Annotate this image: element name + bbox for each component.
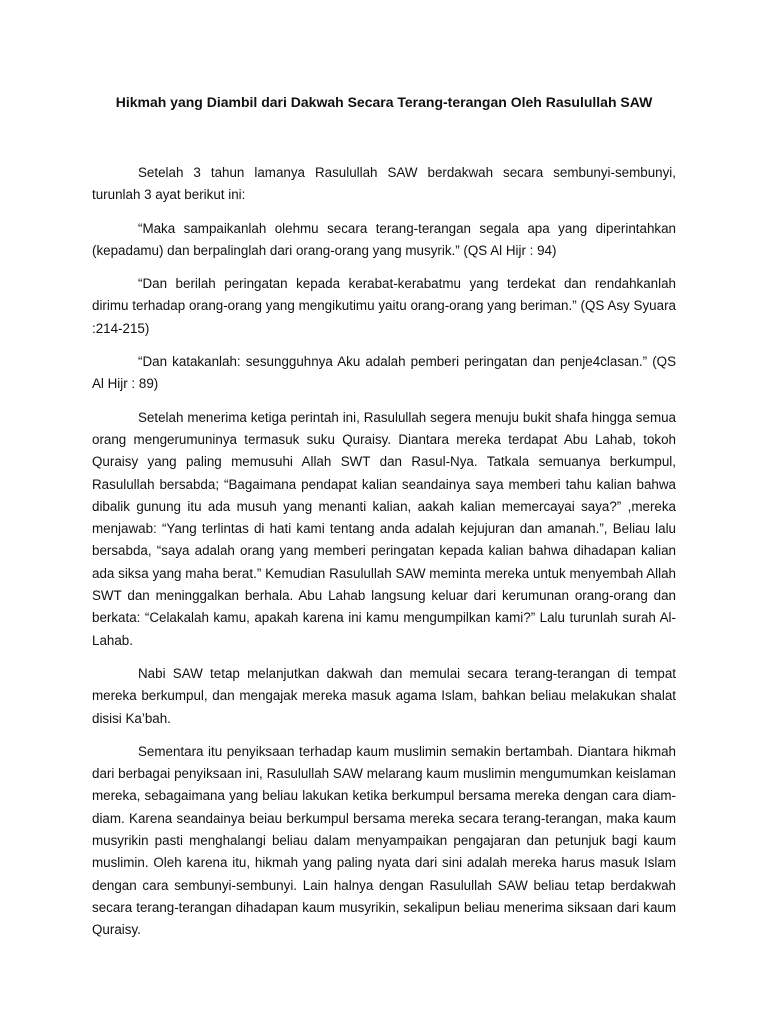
- paragraph-quote-al-hijr-94: “Maka sampaikanlah olehmu secara terang-terangan segala apa yang diperintahkan (kepadamu) dan berpalinglah dari orang-orang yang musyrik.” (QS Al Hijr : 94): [92, 220, 676, 258]
- paragraph-intro: Setelah 3 tahun lamanya Rasulullah SAW berdakwah secara sembunyi-sembunyi, turunlah 3 ayat berikut ini:: [92, 165, 676, 203]
- document-body: [92, 162, 676, 953]
- paragraph-hikmah: Sementara itu penyiksaan terhadap kaum muslimin semakin bertambah. Diantara hikmah dari berbagai penyiksaan ini, Rasulullah SAW melarang kaum muslimin mengumumkan keislaman mereka, sebagaimana yang beliau lakukan ketika berkumpul bersama mereka dengan cara diam-diam. Karena seandainya beiau berkumpul bersama mereka secara terang-terangan, maka kaum musyrikin pasti menghalangi beliau dalam menyampaikan pengajaran dan petunjuk bagi kaum muslimin. Oleh karena itu, hikmah yang paling nyata dari sini adalah mereka harus masuk Islam dengan cara sembunyi-sembunyi. Lain halnya dengan Rasulullah SAW beliau tetap berdakwah secara terang-terangan dihadapan kaum musyrikin, sekalipun beliau menerima siksaan dari kaum Quraisy.: [92, 743, 676, 938]
- paragraph-quote-asy-syuara: “Dan berilah peringatan kepada kerabat-kerabatmu yang terdekat dan rendahkanlah dirimu terhadap orang-orang yang mengikutimu yaitu orang-orang yang beriman.” (QS Asy Syuara :214-215): [92, 276, 676, 336]
- paragraph-quote-al-hijr-89: “Dan katakanlah: sesungguhnya Aku adalah pemberi peringatan dan penje4clasan.” (QS Al Hijr : 89): [92, 354, 676, 392]
- document-title: Hikmah yang Diambil dari Dakwah Secara Terang-terangan Oleh Rasulullah SAW: [115, 94, 653, 110]
- paragraph-bukit-shafa: Setelah menerima ketiga perintah ini, Rasulullah segera menuju bukit shafa hingga semua orang mengerumuninya termasuk suku Quraisy. Diantara mereka terdapat Abu Lahab, tokoh Quraisy yang paling memusuhi Allah SWT dan Rasul-Nya. Tatkala semuanya berkumpul, Rasulullah bersabda; “Bagaimana pendapat kalian seandainya saya memberi tahu kalian bahwa dibalik gunung itu ada musuh yang menanti kalian, aakah kalian memercayai saya?” ,mereka menjawab: “Yang terlintas di hati kami tentang anda adalah kejujuran dan amanah.”, Beliau lalu bersabda, “saya adalah orang yang memberi peringatan kepada kalian bahwa dihadapan kalian ada siksa yang maha berat.” Kemudian Rasulullah SAW meminta mereka untuk menyembah Allah SWT dan meninggalkan berhala. Abu Lahab langsung keluar dari kerumunan orang-orang dan berkata: “Celakalah kamu, apakah karena ini kamu mengumpilkan kami?” Lalu turunlah surah Al-Lahab.: [92, 409, 676, 648]
- paragraph-dakwah-terang: Nabi SAW tetap melanjutkan dakwah dan memulai secara terang-terangan di tempat mereka berkumpul, dan mengajak mereka masuk agama Islam, bahkan beliau melakukan shalat disisi Ka’bah.: [92, 665, 676, 726]
